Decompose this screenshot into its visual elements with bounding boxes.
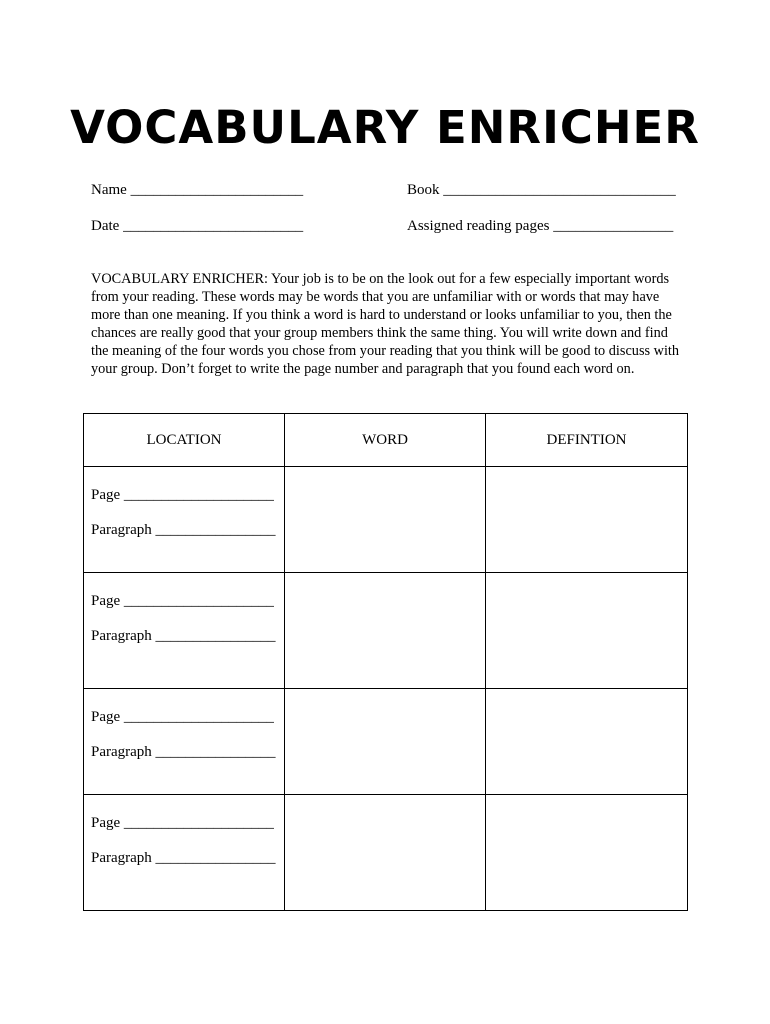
- table-row: [84, 573, 688, 689]
- location-cell[interactable]: [84, 573, 285, 689]
- word-header: WORD: [285, 414, 486, 467]
- word-cell[interactable]: [285, 573, 486, 689]
- page-blank[interactable]: Page ____________________: [91, 709, 274, 725]
- word-cell[interactable]: [285, 689, 486, 795]
- paragraph-blank[interactable]: Paragraph ________________: [91, 522, 276, 538]
- definition-cell[interactable]: [486, 795, 688, 911]
- paragraph-blank[interactable]: Paragraph ________________: [91, 744, 276, 760]
- table-row: [84, 467, 688, 573]
- location-cell[interactable]: [84, 689, 285, 795]
- paragraph-blank[interactable]: Paragraph ________________: [91, 628, 276, 644]
- vocabulary-table: [83, 413, 688, 911]
- table-header-row: [84, 414, 688, 467]
- location-cell[interactable]: [84, 795, 285, 911]
- page-title: VOCABULARY ENRICHER: [70, 101, 700, 154]
- definition-cell[interactable]: [486, 689, 688, 795]
- location-cell[interactable]: [84, 467, 285, 573]
- table-row: [84, 795, 688, 911]
- name-field[interactable]: Name _______________________: [91, 182, 304, 198]
- location-header: LOCATION: [84, 414, 285, 467]
- instructions-text: VOCABULARY ENRICHER: Your job is to be on the look out for a few especially important words from your reading. These words may be words that you are unfamiliar with or words that may have more than one meaning. If you think a word is hard to understand or looks unfamiliar to you, then the chances are really good that your group members think the same thing. You will write down and find the meaning of the four words you chose from your reading that you think will be good to discuss with your group. Don’t forget to write the page number and paragraph that you found each word on.: [91, 271, 680, 377]
- paragraph-blank[interactable]: Paragraph ________________: [91, 850, 276, 866]
- definition-header: DEFINTION: [486, 414, 688, 467]
- page-blank[interactable]: Page ____________________: [91, 593, 274, 609]
- assigned-pages-field[interactable]: Assigned reading pages ________________: [407, 218, 674, 234]
- word-cell[interactable]: [285, 795, 486, 911]
- date-field[interactable]: Date ________________________: [91, 218, 304, 234]
- definition-cell[interactable]: [486, 467, 688, 573]
- definition-cell[interactable]: [486, 573, 688, 689]
- page-blank[interactable]: Page ____________________: [91, 487, 274, 503]
- page-blank[interactable]: Page ____________________: [91, 815, 274, 831]
- table-row: [84, 689, 688, 795]
- book-field[interactable]: Book _______________________________: [407, 182, 676, 198]
- word-cell[interactable]: [285, 467, 486, 573]
